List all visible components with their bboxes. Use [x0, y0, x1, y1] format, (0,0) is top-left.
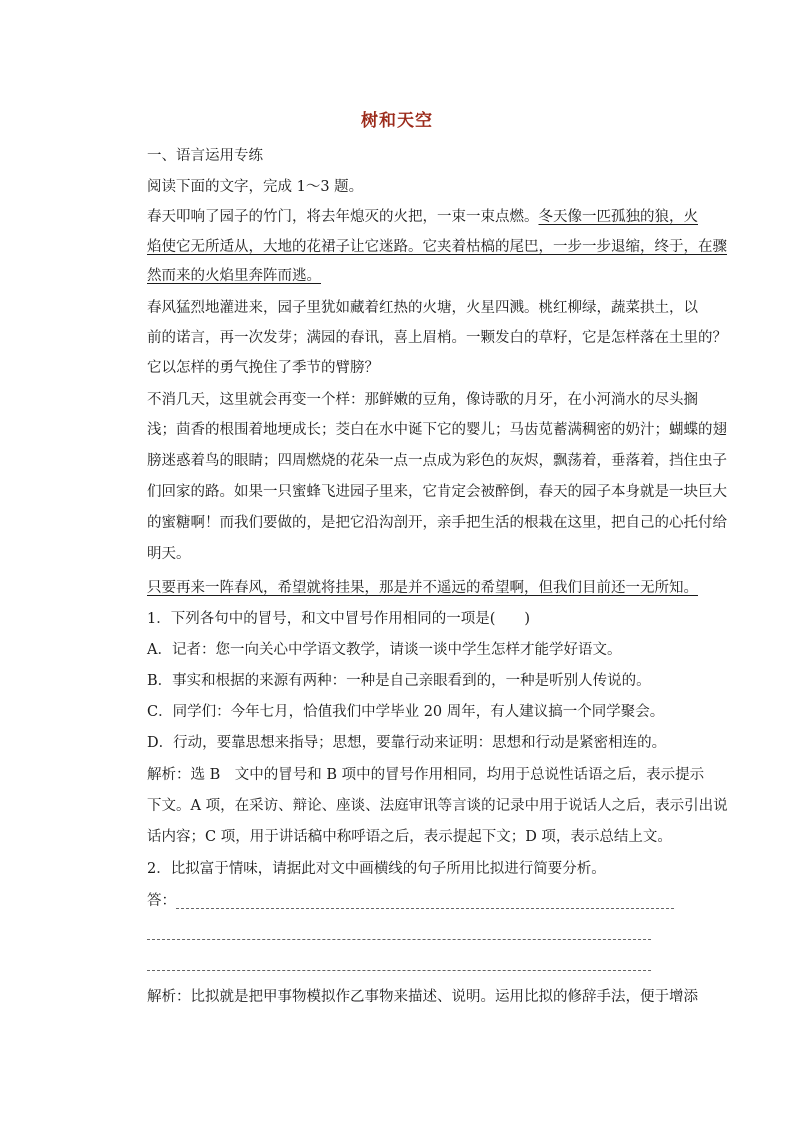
question-1-analysis-line-2: 下文。A 项，在采访、辩论、座谈、法庭审讯等言谈的记录中用于说话人之后，表示引出说: [147, 798, 728, 814]
paragraph-1-text: 春天叩响了园子的竹门，将去年熄灭的火把，一束一束点燃。: [147, 209, 539, 225]
paragraph-3-line-4: 们回家的路。如果一只蜜蜂飞进园子里来，它肯定会被醉倒，春天的园子本身就是一块巨大: [147, 484, 727, 500]
question-1-option-c: C．同学们：今年七月，恰值我们中学毕业 20 周年，有人建议搞一个同学聚会。: [147, 704, 665, 720]
answer-label: 答：: [147, 893, 176, 909]
paragraph-4: 只要再来一阵春风，希望就将挂果，那是并不遥远的希望啊，但我们目前还一无所知。: [147, 580, 698, 596]
page-title: 树和天空: [361, 111, 433, 131]
instruction: 阅读下面的文字，完成 1～3 题。: [147, 179, 364, 195]
paragraph-3-line-2: 浅；茴香的根围着地埂成长；茭白在水中诞下它的婴儿；马齿苋蓄满稠密的奶汁；蝴蝶的翅: [147, 422, 727, 438]
section-heading: 一、语言运用专练: [147, 148, 263, 164]
question-2-analysis-line-1: 解析：比拟就是把甲事物模拟作乙事物来描述、说明。运用比拟的修辞手法，便于增添: [147, 989, 698, 1005]
paragraph-2-line-1: 春风猛烈地灌进来，园子里犹如藏着红热的火塘，火星四溅。桃红柳绿，蔬菜拱土，以: [147, 300, 698, 316]
paragraph-1-line-3: 然而来的火焰里奔阵而逃。: [147, 268, 321, 284]
question-1-option-d: D．行动，要靠思想来指导；思想，要靠行动来证明：思想和行动是紧密相连的。: [147, 735, 667, 751]
question-1-option-a: A．记者：您一向关心中学语文教学，请谈一谈中学生怎样才能学好语文。: [147, 642, 622, 658]
paragraph-1-line-1: [147, 207, 698, 229]
paragraph-1-line-2: 焰使它无所适从，大地的花裙子让它迷路。它夹着枯槁的尾巴，一步一步退缩，终于，在骤: [147, 239, 727, 255]
underlined-sentence: 冬天像一匹孤独的狼，火: [538, 209, 698, 225]
question-1-analysis-line-1: 解析：选 B 文中的冒号和 B 项中的冒号作用相同，均用于总说性话语之后，表示提示: [147, 767, 705, 783]
answer-blank-line-2[interactable]: [147, 939, 651, 940]
paragraph-3-line-3: 膀迷惑着鸟的眼睛；四周燃烧的花朵一点一点成为彩色的灰烬，飘荡着，垂落着，挡住虫子: [147, 453, 727, 469]
answer-blank-line-1[interactable]: [176, 908, 674, 909]
paragraph-2-line-3: 它以怎样的勇气挽住了季节的臂膀？: [147, 360, 379, 376]
answer-blank-line-3[interactable]: [147, 970, 651, 971]
question-1-option-b: B．事实和根据的来源有两种：一种是自己亲眼看到的，一种是听别人传说的。: [147, 673, 651, 689]
question-1-analysis-line-3: 话内容；C 项，用于讲话稿中称呼语之后，表示提起下文；D 项，表示总结上文。: [147, 829, 672, 845]
paragraph-2-line-2: 前的诺言，再一次发芽；满园的春讯，喜上眉梢。一颗发白的草籽，它是怎样落在土里的？: [147, 330, 727, 346]
paragraph-3-line-6: 明天。: [147, 546, 191, 562]
question-1-stem: 1．下列各句中的冒号，和文中冒号作用相同的一项是( ): [147, 611, 531, 627]
question-2-stem: 2．比拟富于情味，请据此对文中画横线的句子所用比拟进行简要分析。: [147, 861, 606, 877]
paragraph-3-line-5: 的蜜糖啊！而我们要做的，是把它沿沟剖开，亲手把生活的根栽在这里，把自己的心托付给: [147, 515, 727, 531]
paragraph-3-line-1: 不消几天，这里就会再变一个样：那鲜嫩的豆角，像诗歌的月牙，在小河淌水的尽头搁: [147, 392, 698, 408]
